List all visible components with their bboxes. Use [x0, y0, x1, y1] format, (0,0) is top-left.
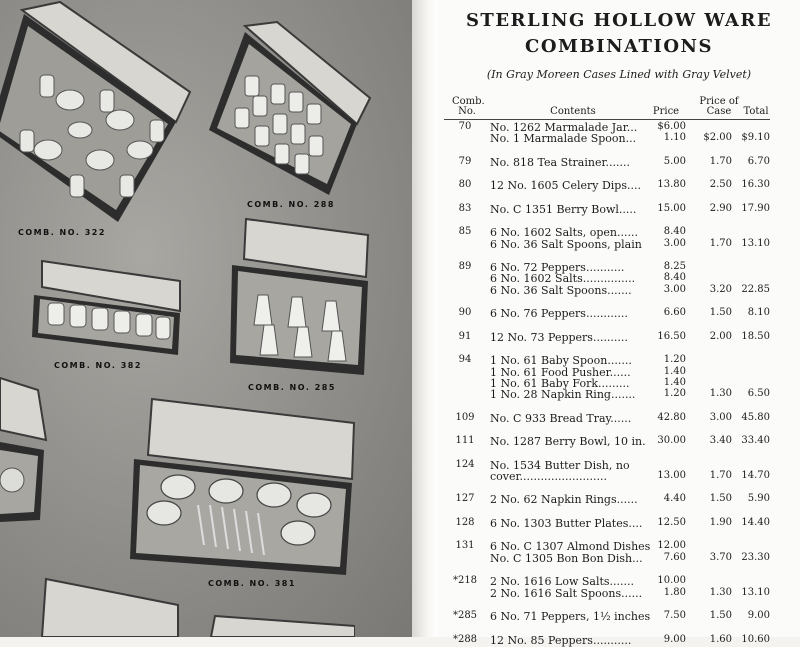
contents-text: No. 1287 Berry Bowl, 10 in. [490, 435, 646, 449]
price-value: 13.80 [657, 179, 686, 191]
case-price-value: 3.00 [709, 411, 732, 423]
price-value: 9.00 [663, 633, 686, 645]
price-value: 6.60 [663, 307, 686, 319]
comb-number: *288 [452, 633, 478, 645]
total-value: $9.10 [741, 132, 770, 144]
case-partial-bottom-right-photo [205, 612, 355, 637]
contents-text: 6 No. 36 Salt Spoons....... [490, 283, 632, 297]
comb-number: 80 [458, 179, 472, 191]
header-comb-line1: Comb. [452, 96, 485, 107]
contents-text: No. C 1305 Bon Bon Dish... [490, 551, 643, 565]
price-page [438, 0, 800, 647]
contents-text: 2 No. 1616 Salt Spoons...... [490, 586, 643, 600]
contents-text: 6 No. 1602 Salts............... [490, 272, 636, 286]
case-price-value: 1.70 [709, 155, 732, 167]
comb-number: 94 [458, 354, 472, 366]
page-subtitle: (In Gray Moreen Cases Lined with Gray Velvet) [486, 68, 752, 81]
case-381-photo [128, 395, 360, 588]
page-gutter [412, 0, 438, 637]
case-price-value: 1.30 [709, 586, 732, 598]
page-title-line2: COMBINATIONS [525, 36, 713, 57]
contents-text: 1 No. 61 Food Pusher...... [490, 365, 631, 379]
contents-text: No. 1 Marmalade Spoon... [490, 132, 637, 146]
total-value: 22.85 [741, 283, 770, 295]
case-285-photo [228, 215, 373, 392]
header-case-line1: Price of [699, 96, 739, 107]
contents-text: cover......................... [490, 469, 607, 483]
contents-text: 12 No. 85 Peppers........... [490, 633, 632, 647]
header-contents: Contents [550, 106, 596, 117]
total-value: 9.00 [747, 610, 770, 621]
total-value: 8.10 [747, 307, 770, 319]
comb-number: 128 [455, 516, 475, 528]
contents-text: 1 No. 28 Napkin Ring....... [490, 388, 636, 402]
total-value: 14.70 [741, 469, 770, 481]
price-value: 10.00 [657, 575, 686, 587]
price-value: 4.40 [663, 493, 686, 505]
case-382-photo [30, 255, 190, 370]
contents-text: 2 No. 1616 Low Salts....... [490, 575, 635, 589]
comb-number: 127 [455, 493, 475, 505]
price-value: 7.50 [663, 610, 686, 621]
case-322-label: COMB. NO. 322 [18, 228, 106, 237]
price-value: 1.10 [663, 132, 686, 144]
price-value: 1.40 [663, 376, 686, 388]
comb-number: 83 [458, 202, 472, 214]
case-price-value: 2.50 [709, 179, 732, 191]
contents-text: No. 818 Tea Strainer....... [490, 155, 630, 169]
total-value: 16.30 [741, 179, 770, 191]
case-price-value: 1.70 [709, 469, 732, 481]
contents-text: 6 No. 76 Peppers............ [490, 307, 628, 321]
total-value: 33.40 [741, 435, 770, 447]
case-price-value: 3.40 [709, 435, 732, 447]
header-comb [452, 96, 485, 117]
contents-text: No. C 933 Bread Tray...... [490, 411, 632, 425]
case-price-value: 1.50 [709, 307, 732, 319]
price-value: 13.00 [657, 469, 686, 481]
case-partial-bottom-photo [38, 575, 188, 637]
header-price: Price [652, 106, 680, 117]
contents-text: 6 No. 1303 Butter Plates.... [490, 516, 643, 530]
contents-text: 1 No. 61 Baby Spoon....... [490, 354, 632, 368]
price-value: 8.25 [663, 261, 686, 273]
price-value: 42.80 [657, 411, 686, 423]
case-285-label: COMB. NO. 285 [248, 383, 336, 392]
total-value: 14.40 [741, 516, 770, 528]
case-288-photo [205, 20, 380, 209]
contents-text: 12 No. 1605 Celery Dips.... [490, 179, 641, 193]
contents-text: 2 No. 62 Napkin Rings...... [490, 493, 638, 507]
case-288-label: COMB. NO. 288 [247, 200, 335, 209]
case-price-value: 2.00 [709, 330, 732, 342]
comb-number: *285 [452, 610, 478, 621]
contents-text: 1 No. 61 Baby Fork......... [490, 376, 630, 390]
case-price-value: 1.70 [709, 237, 732, 249]
price-value: 3.00 [663, 237, 686, 249]
case-price-value: 1.60 [709, 633, 732, 645]
comb-number: 85 [458, 226, 472, 238]
contents-text: 12 No. 73 Peppers.......... [490, 330, 628, 344]
price-value: 1.20 [663, 354, 686, 366]
comb-number: 91 [458, 330, 472, 342]
comb-number: 90 [458, 307, 472, 319]
price-value: 15.00 [657, 202, 686, 214]
header-price-of-case [694, 97, 744, 117]
total-value: 18.50 [741, 330, 770, 342]
price-value: 7.60 [663, 551, 686, 563]
case-price-value: 3.20 [709, 283, 732, 295]
header-total: Total [743, 106, 769, 117]
contents-text: 6 No. 72 Peppers........... [490, 261, 625, 275]
total-value: 13.10 [741, 586, 770, 598]
header-rule [444, 119, 770, 120]
case-partial-left-photo [0, 370, 50, 530]
total-value: 17.90 [741, 202, 770, 214]
price-value: 1.80 [663, 586, 686, 598]
total-value: 6.70 [747, 155, 770, 167]
total-value: 5.90 [747, 493, 770, 505]
case-price-value: $2.00 [703, 132, 732, 144]
case-price-value: 1.30 [709, 388, 732, 400]
comb-number: 70 [458, 121, 472, 132]
comb-number: 124 [455, 458, 475, 470]
price-value: 12.00 [657, 540, 686, 552]
header-case-line2: Case [706, 106, 732, 117]
contents-text: 6 No. 1602 Salts, open...... [490, 226, 638, 240]
case-381-label: COMB. NO. 381 [208, 579, 296, 588]
comb-number: 79 [458, 155, 472, 167]
contents-text: No. 1262 Marmalade Jar... [490, 121, 638, 134]
case-price-value: 3.70 [709, 551, 732, 563]
price-value: 16.50 [657, 330, 686, 342]
page-title-line1: STERLING HOLLOW WARE [465, 10, 773, 31]
price-value: 8.40 [663, 272, 686, 284]
price-value: 1.40 [663, 365, 686, 377]
comb-number: 131 [455, 540, 475, 552]
comb-number: *218 [452, 575, 478, 587]
header-comb-line2: No. [458, 106, 476, 117]
case-price-value: 2.90 [709, 202, 732, 214]
case-322-photo [0, 0, 200, 237]
price-value: $6.00 [657, 121, 686, 132]
price-value: 3.00 [663, 283, 686, 295]
contents-text: No. C 1351 Berry Bowl..... [490, 202, 637, 216]
total-value: 23.30 [741, 551, 770, 563]
price-value: 1.20 [663, 388, 686, 400]
total-value: 6.50 [747, 388, 770, 400]
comb-number: 89 [458, 261, 472, 273]
total-value: 13.10 [741, 237, 770, 249]
case-price-value: 1.50 [709, 493, 732, 505]
price-value: 5.00 [663, 155, 686, 167]
total-value: 45.80 [741, 411, 770, 423]
comb-number: 111 [455, 435, 475, 447]
price-value: 30.00 [657, 435, 686, 447]
total-value: 10.60 [741, 633, 770, 645]
price-value: 8.40 [663, 226, 686, 238]
case-382-label: COMB. NO. 382 [54, 361, 142, 370]
case-price-value: 1.50 [709, 610, 732, 621]
contents-text: 6 No. 71 Peppers, 1½ inches [490, 610, 651, 623]
case-price-value: 1.90 [709, 516, 732, 528]
contents-text: No. 1534 Butter Dish, no [490, 458, 630, 472]
contents-text: 6 No. 36 Salt Spoons, plain [490, 237, 642, 251]
price-value: 12.50 [657, 516, 686, 528]
contents-text: 6 No. C 1307 Almond Dishes [490, 540, 651, 554]
comb-number: 109 [455, 411, 475, 423]
